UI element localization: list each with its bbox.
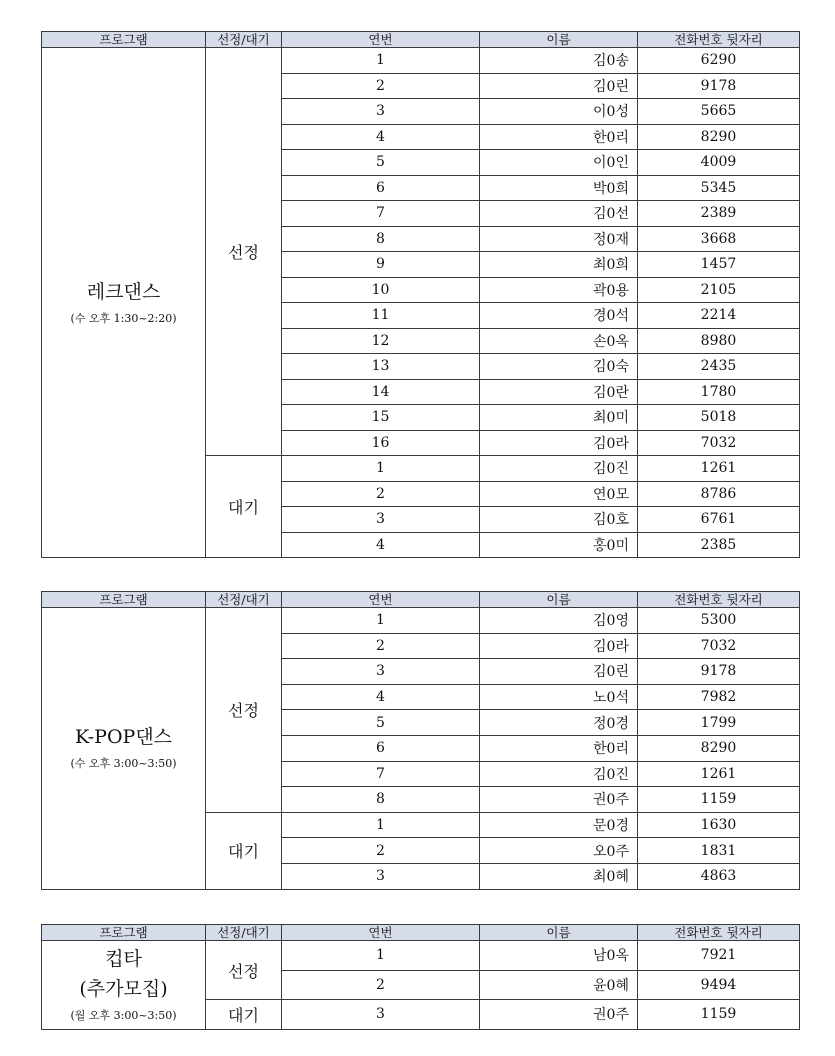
table-header-row	[42, 32, 800, 48]
row-name: 김0라	[480, 430, 638, 456]
status-group-label: 선정	[206, 941, 282, 1000]
status-group-label: 대기	[206, 812, 282, 889]
program-title: K-POP댄스	[74, 726, 173, 749]
row-phone-suffix: 1159	[638, 787, 800, 813]
row-phone-suffix: 5300	[638, 608, 800, 634]
schedule-table-kpop	[41, 591, 800, 890]
program-time: (월 오후 3:00~3:50)	[70, 1008, 177, 1022]
row-name: 윤0혜	[480, 970, 638, 1000]
row-name: 최0혜	[480, 863, 638, 889]
row-phone-suffix: 4009	[638, 150, 800, 176]
row-phone-suffix: 5345	[638, 175, 800, 201]
row-number: 9	[282, 252, 480, 278]
status-group-label: 대기	[206, 1000, 282, 1030]
row-phone-suffix: 7032	[638, 430, 800, 456]
row-phone-suffix: 2105	[638, 277, 800, 303]
row-phone-suffix: 1457	[638, 252, 800, 278]
row-number: 7	[282, 761, 480, 787]
row-phone-suffix: 7982	[638, 684, 800, 710]
header-name: 이름	[480, 592, 638, 608]
row-name: 경0석	[480, 303, 638, 329]
row-phone-suffix: 2389	[638, 201, 800, 227]
program-cell	[42, 941, 206, 1030]
program-title: 컵타	[105, 947, 142, 970]
table-header-row	[42, 925, 800, 941]
row-name: 권0주	[480, 1000, 638, 1030]
row-name: 권0주	[480, 787, 638, 813]
row-phone-suffix: 1630	[638, 812, 800, 838]
table-row	[42, 608, 800, 634]
program-title: 레크댄스	[86, 280, 161, 303]
header-name: 이름	[480, 925, 638, 941]
row-name: 정0재	[480, 226, 638, 252]
header-phone: 전화번호 뒷자리	[638, 592, 800, 608]
row-phone-suffix: 3668	[638, 226, 800, 252]
status-group-label: 선정	[206, 608, 282, 813]
row-number: 6	[282, 175, 480, 201]
table-row	[42, 941, 800, 971]
row-number: 2	[282, 633, 480, 659]
row-number: 2	[282, 73, 480, 99]
row-number: 2	[282, 481, 480, 507]
status-group-label: 대기	[206, 456, 282, 558]
row-name: 김0린	[480, 659, 638, 685]
row-name: 정0경	[480, 710, 638, 736]
row-phone-suffix: 2214	[638, 303, 800, 329]
header-status: 선정/대기	[206, 925, 282, 941]
program-cell	[42, 608, 206, 890]
header-phone: 전화번호 뒷자리	[638, 32, 800, 48]
row-phone-suffix: 4863	[638, 863, 800, 889]
row-name: 이0인	[480, 150, 638, 176]
row-name: 김0란	[480, 379, 638, 405]
row-phone-suffix: 8786	[638, 481, 800, 507]
row-number: 3	[282, 99, 480, 125]
row-name: 문0경	[480, 812, 638, 838]
row-number: 11	[282, 303, 480, 329]
row-number: 3	[282, 659, 480, 685]
row-name: 홍0미	[480, 532, 638, 558]
row-number: 6	[282, 735, 480, 761]
row-number: 12	[282, 328, 480, 354]
row-name: 한0리	[480, 735, 638, 761]
row-phone-suffix: 1831	[638, 838, 800, 864]
row-number: 15	[282, 405, 480, 431]
row-number: 16	[282, 430, 480, 456]
row-number: 3	[282, 1000, 480, 1030]
row-number: 1	[282, 812, 480, 838]
row-number: 1	[282, 608, 480, 634]
row-phone-suffix: 1799	[638, 710, 800, 736]
row-number: 1	[282, 48, 480, 74]
row-number: 4	[282, 124, 480, 150]
header-num: 연번	[282, 32, 480, 48]
row-name: 연0모	[480, 481, 638, 507]
row-number: 4	[282, 532, 480, 558]
program-subtitle: (추가모집)	[79, 977, 168, 1000]
schedule-table-recdance	[41, 31, 800, 558]
row-phone-suffix: 7032	[638, 633, 800, 659]
row-number: 4	[282, 684, 480, 710]
row-phone-suffix: 5018	[638, 405, 800, 431]
row-phone-suffix: 1780	[638, 379, 800, 405]
row-phone-suffix: 2435	[638, 354, 800, 380]
row-number: 3	[282, 863, 480, 889]
row-name: 김0송	[480, 48, 638, 74]
row-name: 김0진	[480, 456, 638, 482]
row-number: 1	[282, 456, 480, 482]
row-number: 10	[282, 277, 480, 303]
row-number: 5	[282, 710, 480, 736]
program-time: (수 오후 3:00~3:50)	[70, 757, 177, 771]
row-name: 최0미	[480, 405, 638, 431]
row-name: 김0진	[480, 761, 638, 787]
header-num: 연번	[282, 592, 480, 608]
row-name: 김0호	[480, 507, 638, 533]
row-name: 김0영	[480, 608, 638, 634]
row-name: 김0라	[480, 633, 638, 659]
row-phone-suffix: 5665	[638, 99, 800, 125]
program-time: (수 오후 1:30~2:20)	[70, 311, 177, 325]
table-header-row	[42, 592, 800, 608]
row-number: 1	[282, 941, 480, 971]
row-number: 2	[282, 970, 480, 1000]
row-number: 8	[282, 787, 480, 813]
schedule-table-cupta	[41, 924, 800, 1030]
header-num: 연번	[282, 925, 480, 941]
row-name: 한0리	[480, 124, 638, 150]
row-number: 2	[282, 838, 480, 864]
table-row	[42, 48, 800, 74]
row-number: 3	[282, 507, 480, 533]
header-phone: 전화번호 뒷자리	[638, 925, 800, 941]
row-number: 5	[282, 150, 480, 176]
row-name: 노0석	[480, 684, 638, 710]
row-name: 김0숙	[480, 354, 638, 380]
row-phone-suffix: 6761	[638, 507, 800, 533]
row-name: 최0희	[480, 252, 638, 278]
row-phone-suffix: 1159	[638, 1000, 800, 1030]
row-number: 7	[282, 201, 480, 227]
status-group-label: 선정	[206, 48, 282, 456]
row-number: 8	[282, 226, 480, 252]
header-program: 프로그램	[42, 32, 206, 48]
row-phone-suffix: 1261	[638, 761, 800, 787]
row-name: 김0선	[480, 201, 638, 227]
row-phone-suffix: 7921	[638, 941, 800, 971]
row-phone-suffix: 1261	[638, 456, 800, 482]
header-status: 선정/대기	[206, 32, 282, 48]
row-name: 손0옥	[480, 328, 638, 354]
header-program: 프로그램	[42, 592, 206, 608]
row-name: 김0린	[480, 73, 638, 99]
row-phone-suffix: 8290	[638, 735, 800, 761]
row-phone-suffix: 2385	[638, 532, 800, 558]
row-phone-suffix: 6290	[638, 48, 800, 74]
row-phone-suffix: 8980	[638, 328, 800, 354]
row-phone-suffix: 9494	[638, 970, 800, 1000]
row-name: 오0주	[480, 838, 638, 864]
header-status: 선정/대기	[206, 592, 282, 608]
row-name: 박0희	[480, 175, 638, 201]
row-name: 곽0용	[480, 277, 638, 303]
row-number: 13	[282, 354, 480, 380]
header-name: 이름	[480, 32, 638, 48]
row-phone-suffix: 9178	[638, 73, 800, 99]
row-name: 이0성	[480, 99, 638, 125]
row-number: 14	[282, 379, 480, 405]
row-phone-suffix: 9178	[638, 659, 800, 685]
program-cell	[42, 48, 206, 558]
row-phone-suffix: 8290	[638, 124, 800, 150]
header-program: 프로그램	[42, 925, 206, 941]
row-name: 남0옥	[480, 941, 638, 971]
